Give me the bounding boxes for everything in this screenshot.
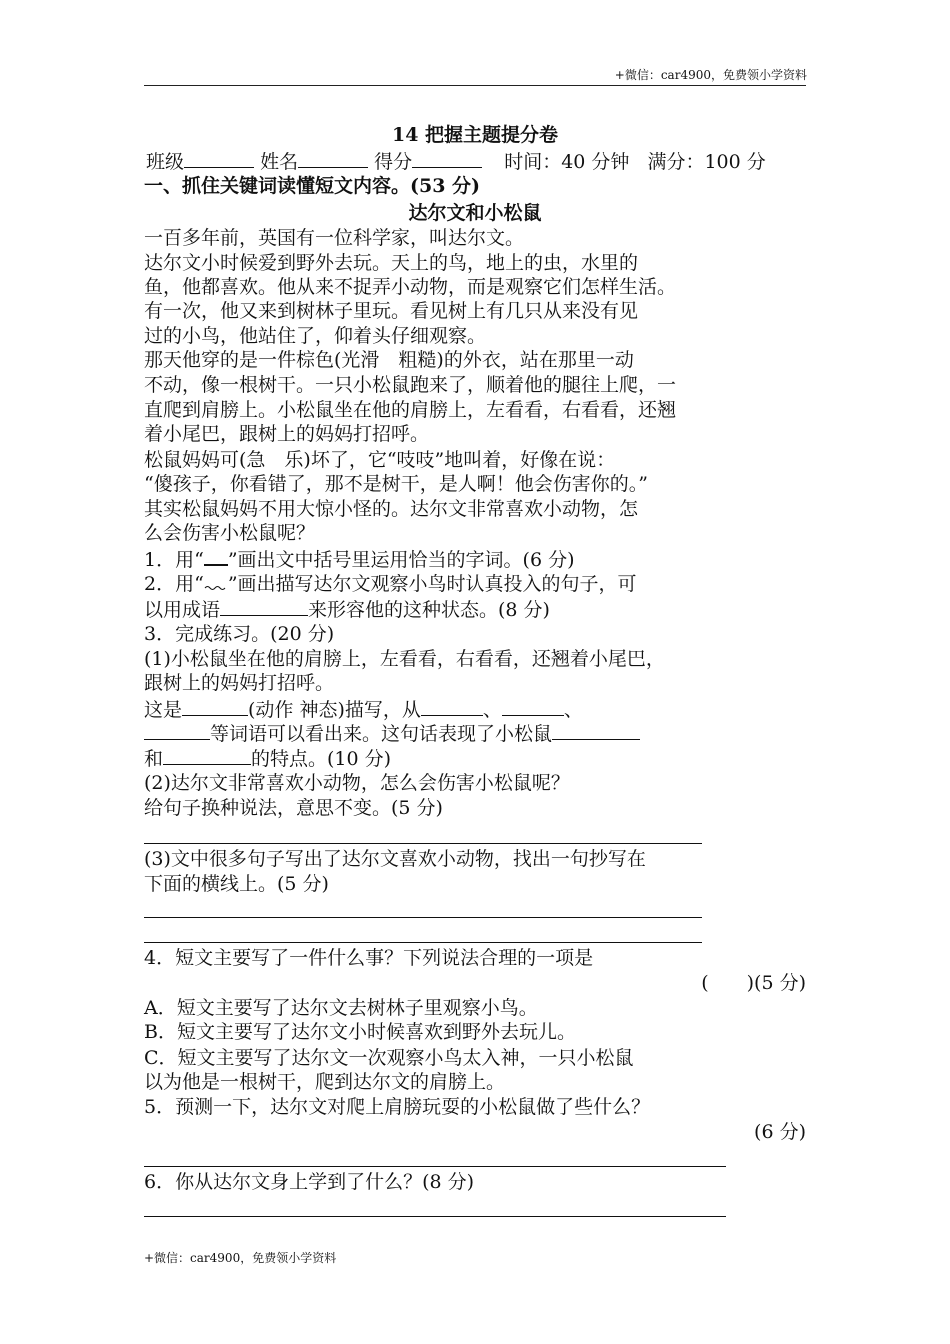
q3-fill-text: 这是 <box>144 699 183 721</box>
q3-part1-text: (1)小松鼠坐在他的肩膀上，左看看，右看看，还翘着小尾巴， <box>144 648 665 670</box>
passage-line: 直爬到肩膀上。小松鼠坐在他的肩膀上，左看看，右看看，还翘 <box>144 399 677 421</box>
q2-text-c: 以用成语 <box>144 599 221 621</box>
question-5-stem: 5．预测一下，达尔文对爬上肩膀玩耍的小松鼠做了些什么？ <box>144 1096 651 1118</box>
footer-note: +微信：car4900，免费领小学资料 <box>144 1251 337 1265</box>
score-label: 得分 <box>374 151 413 173</box>
passage-line: 鱼，他都喜欢。他从来不捉弄小动物，而是观察它们怎样生活。 <box>144 276 677 298</box>
q2-text-d: 来形容他的这种状态。(8 分) <box>308 599 550 621</box>
name-blank[interactable] <box>298 149 368 168</box>
q3-part1-fill <box>144 746 391 770</box>
q3-part2-text: 给句子换种说法，意思不变。(5 分) <box>144 797 443 819</box>
answer-line[interactable] <box>144 1166 726 1167</box>
passage-line: 其实松鼠妈妈不用大惊小怪的。达尔文非常喜欢小动物，怎 <box>144 498 639 520</box>
page-title: 14 把握主题提分卷 <box>391 124 559 146</box>
q1-text-a: 1．用“ <box>144 549 204 571</box>
passage-line: 那天他穿的是一件棕色(光滑 粗糙)的外衣，站在那里一动 <box>144 349 634 371</box>
q3-fill-text: 和 <box>144 748 164 770</box>
passage-line: 松鼠妈妈可(急 乐)坏了，它“吱吱”地叫着，好像在说： <box>144 449 616 471</box>
class-label: 班级 <box>146 151 185 173</box>
option-c-cont: 以为他是一根树干，爬到达尔文的肩膀上。 <box>144 1071 506 1093</box>
q5-points: (6 分) <box>754 1121 806 1143</box>
full-score: 满分：100 分 <box>647 151 766 173</box>
passage-title: 达尔文和小松鼠 <box>408 202 542 224</box>
answer-blank[interactable] <box>552 721 640 740</box>
q3-fill-text: 的特点。(10 分) <box>251 748 392 770</box>
score-blank[interactable] <box>412 149 482 168</box>
q3-part1-fill <box>144 697 583 721</box>
passage-line: 不动，像一根树干。一只小松鼠跑来了，顺着他的腿往上爬，一 <box>144 374 677 396</box>
option-b: B．短文主要写了达尔文小时候喜欢到野外去玩儿。 <box>144 1021 576 1043</box>
name-label: 姓名 <box>260 151 299 173</box>
passage-line: 着小尾巴，跟树上的妈妈打招呼。 <box>144 423 430 445</box>
header-note: +微信：car4900，免费领小学资料 <box>614 68 807 82</box>
q3-part3-text: 下面的横线上。(5 分) <box>144 873 329 895</box>
passage-line: 么会伤害小松鼠呢？ <box>144 522 316 544</box>
question-4-stem: 4．短文主要写了一件什么事？下列说法合理的一项是 <box>144 947 594 969</box>
answer-line[interactable] <box>144 942 702 943</box>
passage-line: “傻孩子，你看错了，那不是树干，是人啊！他会伤害你的。” <box>144 473 648 495</box>
q1-text-b: ”画出文中括号里运用恰当的字词。(6 分) <box>227 549 575 571</box>
q3-fill-text: 、 <box>482 699 502 721</box>
question-2-cont <box>144 597 550 621</box>
q3-fill-text: 等词语可以看出来。这句话表现了小松鼠 <box>210 723 553 745</box>
answer-blank[interactable] <box>144 721 210 740</box>
underline-mark <box>204 548 228 566</box>
answer-blank[interactable] <box>502 697 564 716</box>
q3-part1-text: 跟树上的妈妈打招呼。 <box>144 672 335 694</box>
wavy-underline-mark <box>204 572 228 590</box>
time-limit: 时间：40 分钟 <box>504 151 630 173</box>
q3-part3-text: (3)文中很多句子写出了达尔文喜欢小动物，找出一句抄写在 <box>144 848 646 870</box>
passage-line: 有一次，他又来到树林子里玩。看见树上有几只从来没有见 <box>144 300 639 322</box>
question-3-title: 3．完成练习。(20 分) <box>144 623 335 645</box>
answer-blank[interactable] <box>421 697 483 716</box>
q2-text-b: ”画出描写达尔文观察小鸟时认真投入的句子，可 <box>227 573 637 595</box>
q3-part2-text: (2)达尔文非常喜欢小动物，怎么会伤害小松鼠呢？ <box>144 772 570 794</box>
q3-fill-text: (动作 神态)描写，从 <box>248 699 421 721</box>
answer-line[interactable] <box>144 917 702 918</box>
header-rule <box>144 85 806 86</box>
idiom-blank[interactable] <box>220 597 308 616</box>
q3-fill-text: 、 <box>563 699 583 721</box>
answer-line[interactable] <box>144 1216 726 1217</box>
question-6-stem: 6．你从达尔文身上学到了什么？(8 分) <box>144 1171 475 1193</box>
question-2 <box>144 572 637 596</box>
q3-part1-fill <box>144 721 640 745</box>
q2-text-a: 2．用“ <box>144 573 204 595</box>
question-1 <box>144 548 574 572</box>
option-a: A．短文主要写了达尔文去树林子里观察小鸟。 <box>144 997 538 1019</box>
passage-line: 一百多年前，英国有一位科学家，叫达尔文。 <box>144 227 525 249</box>
passage-line: 过的小鸟，他站住了，仰着头仔细观察。 <box>144 325 487 347</box>
answer-blank[interactable] <box>163 746 251 765</box>
exam-meta-row <box>146 149 766 173</box>
passage-line: 达尔文小时候爱到野外去玩。天上的鸟，地上的虫，水里的 <box>144 252 639 274</box>
section-heading: 一、抓住关键词读懂短文内容。(53 分) <box>144 175 481 197</box>
q4-answer-bracket[interactable]: ( )(5 分) <box>701 972 806 994</box>
answer-blank[interactable] <box>182 697 248 716</box>
option-c: C．短文主要写了达尔文一次观察小鸟太入神，一只小松鼠 <box>144 1047 634 1069</box>
answer-line[interactable] <box>144 843 702 844</box>
class-blank[interactable] <box>184 149 254 168</box>
